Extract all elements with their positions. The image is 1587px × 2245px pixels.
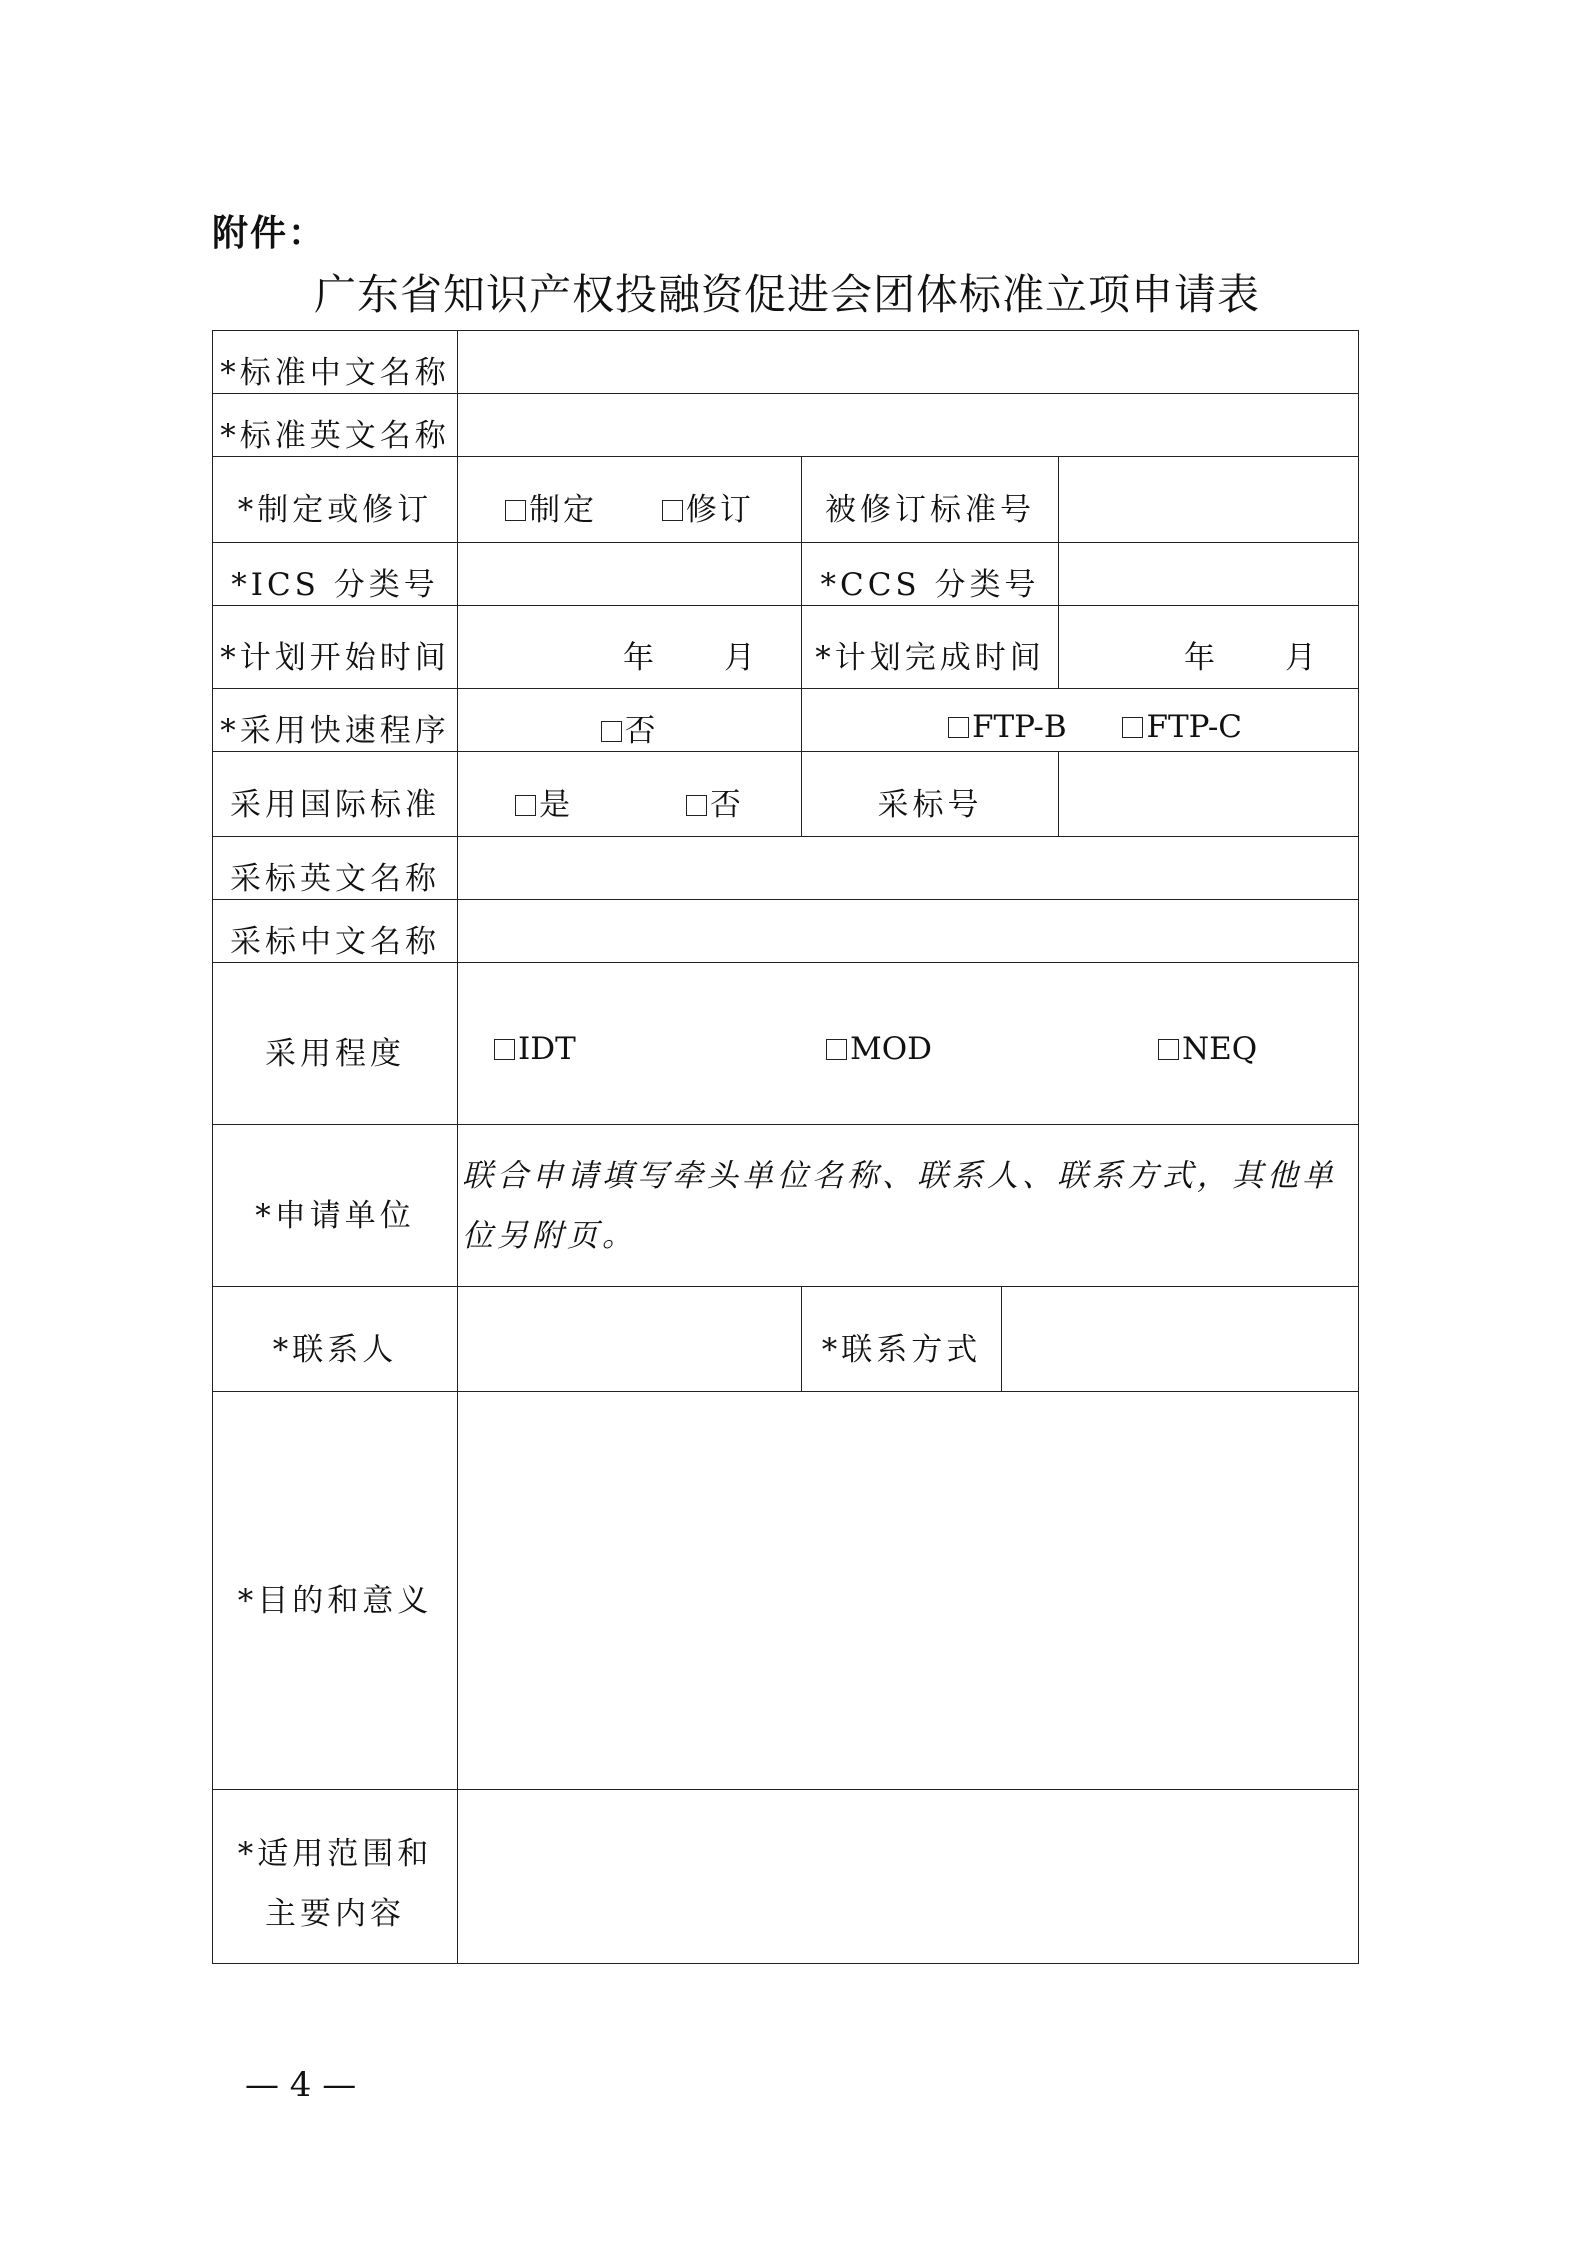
- label-intl-std: 采用国际标准: [213, 752, 458, 837]
- applicant-note[interactable]: 联合申请填写牵头单位名称、联系人、联系方式，其他单位另附页。: [458, 1125, 1359, 1287]
- label-ics: *ICS 分类号: [213, 543, 458, 606]
- option-no-intl-label: 否: [709, 786, 744, 823]
- row-intl-std: [213, 752, 1359, 837]
- field-en-name[interactable]: [458, 394, 1359, 457]
- row-applicant: [213, 1125, 1359, 1287]
- row-scope: [213, 1790, 1359, 1964]
- field-scope[interactable]: [458, 1790, 1359, 1964]
- fast-track-no-cell: [458, 689, 802, 752]
- row-fast-track: [213, 689, 1359, 752]
- option-revise-label: 修订: [685, 492, 754, 528]
- option-mod-label: MOD: [850, 1031, 933, 1067]
- label-scope-line2: 主要内容: [265, 1895, 405, 1932]
- field-plan-end[interactable]: [1059, 606, 1359, 689]
- row-cn-name: [213, 331, 1359, 394]
- row-plan-time: [213, 606, 1359, 689]
- checkbox-yes[interactable]: [515, 795, 536, 816]
- field-purpose[interactable]: [458, 1392, 1359, 1790]
- checkbox-no[interactable]: [601, 721, 622, 742]
- row-purpose: [213, 1392, 1359, 1790]
- field-contact-method[interactable]: [1002, 1287, 1359, 1392]
- label-ccs: *CCS 分类号: [802, 543, 1059, 606]
- attachment-label: 附件：: [212, 213, 327, 254]
- month-label: 月: [724, 639, 755, 676]
- row-make-revise: [213, 457, 1359, 543]
- option-no-intl[interactable]: [686, 779, 744, 824]
- option-neq[interactable]: [1158, 1031, 1257, 1067]
- checkbox-ftp-b[interactable]: [948, 717, 969, 738]
- option-yes[interactable]: [515, 779, 573, 824]
- option-no[interactable]: [601, 705, 659, 750]
- option-make[interactable]: [505, 484, 597, 529]
- checkbox-neq[interactable]: [1158, 1039, 1179, 1060]
- label-scope: [213, 1790, 458, 1964]
- page-title: 广东省知识产权投融资促进会团体标准立项申请表: [313, 270, 1260, 319]
- row-contact: [213, 1287, 1359, 1392]
- checkbox-no-intl[interactable]: [686, 795, 707, 816]
- checkbox-mod[interactable]: [826, 1039, 847, 1060]
- label-purpose: *目的和意义: [213, 1392, 458, 1790]
- make-revise-options: [458, 457, 802, 543]
- label-scope-line1: *适用范围和: [237, 1835, 433, 1872]
- row-en-name: [213, 394, 1359, 457]
- year-label: 年: [1184, 639, 1215, 676]
- field-adopted-cn-name[interactable]: [458, 900, 1359, 963]
- label-make-revise: *制定或修订: [213, 457, 458, 543]
- option-idt-label: IDT: [518, 1031, 576, 1067]
- label-degree: 采用程度: [213, 963, 458, 1125]
- label-adopted-cn-name: 采标中文名称: [213, 900, 458, 963]
- field-adopted-std-no[interactable]: [1059, 752, 1359, 837]
- page-number: — 4 —: [245, 2065, 357, 2105]
- fast-track-ftp-cell: [802, 689, 1359, 752]
- label-plan-start: *计划开始时间: [213, 606, 458, 689]
- option-neq-label: NEQ: [1182, 1031, 1258, 1067]
- option-ftp-b-label: FTP-B: [972, 709, 1067, 745]
- field-ccs[interactable]: [1059, 543, 1359, 606]
- option-mod[interactable]: [826, 1031, 932, 1067]
- label-contact: *联系人: [213, 1287, 458, 1392]
- row-adopted-en-name: [213, 837, 1359, 900]
- application-form-table: [212, 330, 1359, 1964]
- checkbox-idt[interactable]: [494, 1039, 515, 1060]
- intl-std-options: [458, 752, 802, 837]
- month-label: 月: [1285, 639, 1316, 676]
- label-plan-end: *计划完成时间: [802, 606, 1059, 689]
- option-make-label: 制定: [529, 492, 598, 528]
- option-ftp-c[interactable]: [1122, 709, 1242, 745]
- row-classification: [213, 543, 1359, 606]
- year-label: 年: [623, 639, 654, 676]
- label-adopted-std-no: 采标号: [802, 752, 1059, 837]
- option-revise[interactable]: [662, 484, 754, 529]
- field-adopted-en-name[interactable]: [458, 837, 1359, 900]
- option-ftp-c-label: FTP-C: [1146, 709, 1243, 745]
- option-ftp-b[interactable]: [948, 709, 1067, 745]
- field-plan-start[interactable]: [458, 606, 802, 689]
- checkbox-revise[interactable]: [662, 500, 683, 521]
- label-en-name: *标准英文名称: [213, 394, 458, 457]
- option-yes-label: 是: [539, 786, 574, 823]
- label-revised-std-no: 被修订标准号: [802, 457, 1059, 543]
- label-applicant: *申请单位: [213, 1125, 458, 1287]
- field-contact[interactable]: [458, 1287, 802, 1392]
- label-fast-track: *采用快速程序: [213, 689, 458, 752]
- checkbox-ftp-c[interactable]: [1122, 717, 1143, 738]
- label-adopted-en-name: 采标英文名称: [213, 837, 458, 900]
- option-no-label: 否: [624, 712, 659, 749]
- degree-options: [458, 963, 1359, 1125]
- label-contact-method: *联系方式: [802, 1287, 1002, 1392]
- checkbox-make[interactable]: [505, 500, 526, 521]
- row-adopted-cn-name: [213, 900, 1359, 963]
- row-degree: [213, 963, 1359, 1125]
- field-cn-name[interactable]: [458, 331, 1359, 394]
- field-revised-std-no[interactable]: [1059, 457, 1359, 543]
- field-ics[interactable]: [458, 543, 802, 606]
- label-cn-name: *标准中文名称: [213, 331, 458, 394]
- option-idt[interactable]: [494, 1031, 576, 1067]
